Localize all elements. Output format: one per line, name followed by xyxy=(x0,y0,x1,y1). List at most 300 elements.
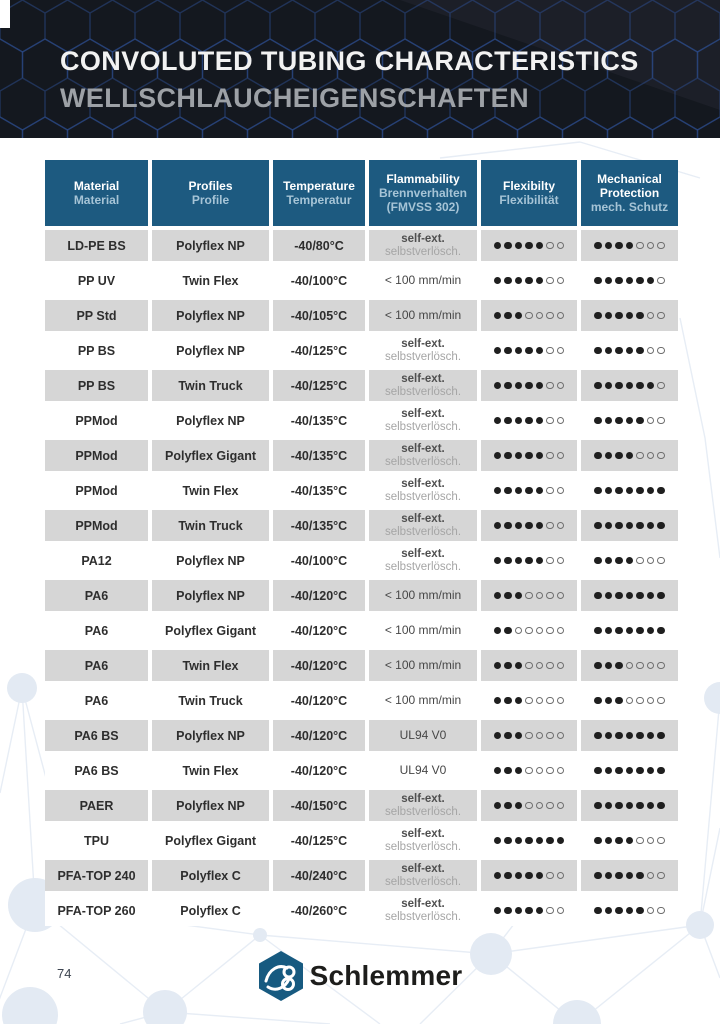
page-body xyxy=(0,138,720,1024)
rating-dot xyxy=(525,417,533,425)
rating-dot xyxy=(546,627,554,635)
table-row xyxy=(45,440,678,471)
rating-dot xyxy=(594,382,602,390)
rating-dot xyxy=(536,697,544,705)
rating-dot xyxy=(636,872,644,880)
table-row xyxy=(45,580,678,611)
rating-dot xyxy=(647,592,655,600)
rating-dot xyxy=(647,557,655,565)
rating-dot xyxy=(615,382,623,390)
flexibility-rating xyxy=(481,860,577,891)
rating-dot xyxy=(557,312,565,320)
profile-cell: Twin Truck xyxy=(152,510,269,541)
rating-dot xyxy=(657,767,665,775)
rating-dot xyxy=(515,312,523,320)
rating-dot xyxy=(515,277,523,285)
flexibility-rating xyxy=(481,475,577,506)
rating-dot xyxy=(605,487,613,495)
profile-cell: Polyflex NP xyxy=(152,300,269,331)
rating-dot xyxy=(546,907,554,915)
flexibility-rating xyxy=(481,615,577,646)
material-cell: PP Std xyxy=(45,300,148,331)
rating-dot xyxy=(546,697,554,705)
rating-dot xyxy=(615,487,623,495)
profile-cell: Polyflex NP xyxy=(152,580,269,611)
rating-dot xyxy=(515,452,523,460)
rating-dot xyxy=(647,697,655,705)
rating-dot xyxy=(504,417,512,425)
flexibility-rating xyxy=(481,825,577,856)
rating-dot xyxy=(494,767,502,775)
rating-dot xyxy=(647,487,655,495)
rating-dot xyxy=(657,382,665,390)
rating-dot xyxy=(647,417,655,425)
rating-dot xyxy=(636,697,644,705)
rating-dot xyxy=(657,487,665,495)
table-row xyxy=(45,230,678,261)
rating-dot xyxy=(546,312,554,320)
flammability-value: self-ext. xyxy=(401,337,445,350)
rating-dot xyxy=(504,347,512,355)
material-cell: PA6 BS xyxy=(45,755,148,786)
rating-dot xyxy=(605,382,613,390)
rating-dot xyxy=(657,592,665,600)
rating-dot xyxy=(657,907,665,915)
rating-dot xyxy=(615,627,623,635)
profile-cell: Polyflex C xyxy=(152,860,269,891)
rating-dot xyxy=(626,732,634,740)
flexibility-rating xyxy=(481,580,577,611)
temperature-cell: -40/125°C xyxy=(273,370,365,401)
rating-dot xyxy=(557,837,565,845)
profile-cell: Polyflex NP xyxy=(152,790,269,821)
flammability-value: < 100 mm/min xyxy=(384,623,462,637)
rating-dot xyxy=(525,837,533,845)
rating-dot xyxy=(594,732,602,740)
rating-dot xyxy=(647,767,655,775)
schlemmer-logo-icon xyxy=(258,950,304,1002)
rating-dot xyxy=(525,802,533,810)
rating-dot xyxy=(536,277,544,285)
header-label-de: Brennverhalten xyxy=(378,186,468,200)
rating-dot xyxy=(605,662,613,670)
mechanical-protection-rating xyxy=(581,510,678,541)
rating-dot xyxy=(557,242,565,250)
rating-dot xyxy=(605,697,613,705)
rating-dot xyxy=(636,417,644,425)
rating-dot xyxy=(605,732,613,740)
rating-dot xyxy=(546,347,554,355)
rating-dot xyxy=(615,802,623,810)
flammability-value-de: selbstverlösch. xyxy=(384,910,462,923)
rating-dot xyxy=(515,417,523,425)
rating-dot xyxy=(494,907,502,915)
rating-dot xyxy=(515,697,523,705)
flammability-value-de: selbstverlösch. xyxy=(384,490,462,503)
temperature-cell: -40/125°C xyxy=(273,825,365,856)
rating-dot xyxy=(525,627,533,635)
rating-dot xyxy=(557,487,565,495)
flammability-value: < 100 mm/min xyxy=(384,658,462,672)
rating-dot xyxy=(615,277,623,285)
flexibility-rating xyxy=(481,335,577,366)
flammability-value-de: selbstverlösch. xyxy=(384,805,462,818)
flammability-cell xyxy=(369,685,477,716)
flexibility-rating xyxy=(481,405,577,436)
rating-dot xyxy=(504,487,512,495)
rating-dot xyxy=(515,662,523,670)
rating-dot xyxy=(594,627,602,635)
rating-dot xyxy=(605,837,613,845)
rating-dot xyxy=(594,242,602,250)
rating-dot xyxy=(494,802,502,810)
rating-dot xyxy=(615,872,623,880)
rating-dot xyxy=(657,732,665,740)
table-row xyxy=(45,895,678,926)
flammability-cell xyxy=(369,580,477,611)
rating-dot xyxy=(546,802,554,810)
rating-dot xyxy=(647,627,655,635)
rating-dot xyxy=(626,382,634,390)
flammability-value-de: selbstverlösch. xyxy=(384,350,462,363)
rating-dot xyxy=(515,627,523,635)
table-row xyxy=(45,790,678,821)
rating-dot xyxy=(615,662,623,670)
rating-dot xyxy=(546,557,554,565)
rating-dot xyxy=(504,837,512,845)
rating-dot xyxy=(515,872,523,880)
flexibility-rating xyxy=(481,755,577,786)
material-cell: PA6 xyxy=(45,580,148,611)
rating-dot xyxy=(636,592,644,600)
rating-dot xyxy=(647,277,655,285)
table-row xyxy=(45,405,678,436)
rating-dot xyxy=(605,907,613,915)
material-cell: PPMod xyxy=(45,475,148,506)
rating-dot xyxy=(546,872,554,880)
rating-dot xyxy=(504,802,512,810)
rating-dot xyxy=(594,277,602,285)
rating-dot xyxy=(557,802,565,810)
rating-dot xyxy=(647,907,655,915)
rating-dot xyxy=(626,277,634,285)
rating-dot xyxy=(636,837,644,845)
rating-dot xyxy=(494,697,502,705)
rating-dot xyxy=(626,662,634,670)
rating-dot xyxy=(557,277,565,285)
rating-dot xyxy=(647,312,655,320)
flammability-value: self-ext. xyxy=(401,407,445,420)
rating-dot xyxy=(605,242,613,250)
profile-cell: Polyflex NP xyxy=(152,405,269,436)
flammability-cell xyxy=(369,615,477,646)
rating-dot xyxy=(525,382,533,390)
header-label-de: Profile xyxy=(191,193,230,207)
rating-dot xyxy=(546,417,554,425)
temperature-cell: -40/120°C xyxy=(273,580,365,611)
material-cell: PFA-TOP 260 xyxy=(45,895,148,926)
rating-dot xyxy=(605,347,613,355)
rating-dot xyxy=(657,452,665,460)
temperature-cell: -40/240°C xyxy=(273,860,365,891)
rating-dot xyxy=(557,592,565,600)
header-label-en: Mechanical Protection xyxy=(597,172,662,200)
rating-dot xyxy=(557,452,565,460)
rating-dot xyxy=(515,767,523,775)
rating-dot xyxy=(657,312,665,320)
rating-dot xyxy=(494,837,502,845)
table-row xyxy=(45,825,678,856)
rating-dot xyxy=(594,557,602,565)
profile-cell: Polyflex Gigant xyxy=(152,440,269,471)
mechanical-protection-rating xyxy=(581,230,678,261)
rating-dot xyxy=(525,872,533,880)
temperature-cell: -40/100°C xyxy=(273,545,365,576)
mechanical-protection-rating xyxy=(581,475,678,506)
header-label-de: mech. Schutz xyxy=(590,200,669,214)
flexibility-rating xyxy=(481,545,577,576)
flammability-cell xyxy=(369,860,477,891)
mechanical-protection-rating xyxy=(581,790,678,821)
material-cell: PA6 xyxy=(45,685,148,716)
flexibility-rating xyxy=(481,440,577,471)
rating-dot xyxy=(594,347,602,355)
rating-dot xyxy=(626,487,634,495)
temperature-cell: -40/120°C xyxy=(273,685,365,716)
rating-dot xyxy=(515,732,523,740)
rating-dot xyxy=(525,662,533,670)
header-cell-flexibility xyxy=(481,160,577,226)
profile-cell: Twin Flex xyxy=(152,475,269,506)
rating-dot xyxy=(494,312,502,320)
rating-dot xyxy=(515,242,523,250)
rating-dot xyxy=(504,557,512,565)
rating-dot xyxy=(647,872,655,880)
rating-dot xyxy=(636,732,644,740)
rating-dot xyxy=(546,487,554,495)
profile-cell: Twin Flex xyxy=(152,265,269,296)
rating-dot xyxy=(546,662,554,670)
flammability-cell xyxy=(369,440,477,471)
rating-dot xyxy=(536,522,544,530)
rating-dot xyxy=(504,697,512,705)
mechanical-protection-rating xyxy=(581,860,678,891)
mechanical-protection-rating xyxy=(581,720,678,751)
rating-dot xyxy=(515,347,523,355)
rating-dot xyxy=(594,312,602,320)
rating-dot xyxy=(605,627,613,635)
table-row xyxy=(45,265,678,296)
rating-dot xyxy=(557,732,565,740)
flammability-value: < 100 mm/min xyxy=(384,308,462,322)
rating-dot xyxy=(636,382,644,390)
material-cell: PPMod xyxy=(45,405,148,436)
rating-dot xyxy=(594,452,602,460)
rating-dot xyxy=(536,802,544,810)
rating-dot xyxy=(546,767,554,775)
mechanical-protection-rating xyxy=(581,755,678,786)
rating-dot xyxy=(536,557,544,565)
rating-dot xyxy=(557,557,565,565)
rating-dot xyxy=(504,452,512,460)
rating-dot xyxy=(525,522,533,530)
rating-dot xyxy=(557,697,565,705)
profile-cell: Twin Truck xyxy=(152,685,269,716)
rating-dot xyxy=(657,662,665,670)
rating-dot xyxy=(626,872,634,880)
rating-dot xyxy=(657,872,665,880)
rating-dot xyxy=(615,452,623,460)
rating-dot xyxy=(525,487,533,495)
material-cell: TPU xyxy=(45,825,148,856)
flammability-cell xyxy=(369,230,477,261)
rating-dot xyxy=(504,662,512,670)
rating-dot xyxy=(636,487,644,495)
rating-dot xyxy=(636,907,644,915)
rating-dot xyxy=(594,907,602,915)
rating-dot xyxy=(494,557,502,565)
temperature-cell: -40/120°C xyxy=(273,650,365,681)
rating-dot xyxy=(557,627,565,635)
rating-dot xyxy=(626,697,634,705)
flammability-cell xyxy=(369,300,477,331)
flexibility-rating xyxy=(481,230,577,261)
rating-dot xyxy=(636,802,644,810)
rating-dot xyxy=(605,417,613,425)
schlemmer-logo-text: Schlemmer xyxy=(309,960,463,991)
flammability-cell xyxy=(369,790,477,821)
rating-dot xyxy=(504,592,512,600)
rating-dot xyxy=(647,837,655,845)
rating-dot xyxy=(615,837,623,845)
temperature-cell: -40/150°C xyxy=(273,790,365,821)
page-banner xyxy=(0,0,720,138)
rating-dot xyxy=(594,837,602,845)
rating-dot xyxy=(605,522,613,530)
rating-dot xyxy=(626,907,634,915)
flammability-value-de: selbstverlösch. xyxy=(384,245,462,258)
flammability-cell xyxy=(369,825,477,856)
flammability-value: UL94 V0 xyxy=(399,763,447,777)
table-row xyxy=(45,650,678,681)
rating-dot xyxy=(626,837,634,845)
page-titles xyxy=(60,46,639,114)
flammability-value: self-ext. xyxy=(401,827,445,840)
header-cell-profiles xyxy=(152,160,269,226)
flexibility-rating xyxy=(481,300,577,331)
flammability-cell xyxy=(369,720,477,751)
table-row xyxy=(45,685,678,716)
table-row xyxy=(45,615,678,646)
rating-dot xyxy=(657,522,665,530)
header-label-en: Flammability xyxy=(386,172,460,186)
schlemmer-logo xyxy=(0,950,720,1002)
header-label-en: Flexibilty xyxy=(502,179,555,193)
rating-dot xyxy=(605,312,613,320)
flammability-cell xyxy=(369,545,477,576)
rating-dot xyxy=(515,487,523,495)
rating-dot xyxy=(615,347,623,355)
rating-dot xyxy=(636,522,644,530)
profile-cell: Twin Flex xyxy=(152,650,269,681)
mechanical-protection-rating xyxy=(581,615,678,646)
rating-dot xyxy=(494,732,502,740)
rating-dot xyxy=(615,312,623,320)
flammability-value: self-ext. xyxy=(401,547,445,560)
rating-dot xyxy=(536,487,544,495)
flexibility-rating xyxy=(481,720,577,751)
rating-dot xyxy=(536,907,544,915)
material-cell: PA6 xyxy=(45,650,148,681)
material-cell: PFA-TOP 240 xyxy=(45,860,148,891)
rating-dot xyxy=(557,767,565,775)
rating-dot xyxy=(657,277,665,285)
rating-dot xyxy=(605,767,613,775)
page-subtitle: WELLSCHLAUCHEIGENSCHAFTEN xyxy=(60,83,529,113)
rating-dot xyxy=(626,242,634,250)
rating-dot xyxy=(525,732,533,740)
rating-dot xyxy=(657,347,665,355)
rating-dot xyxy=(515,907,523,915)
material-cell: LD-PE BS xyxy=(45,230,148,261)
rating-dot xyxy=(515,837,523,845)
rating-dot xyxy=(504,522,512,530)
rating-dot xyxy=(515,592,523,600)
rating-dot xyxy=(504,872,512,880)
rating-dot xyxy=(605,872,613,880)
rating-dot xyxy=(494,627,502,635)
rating-dot xyxy=(594,767,602,775)
rating-dot xyxy=(525,312,533,320)
rating-dot xyxy=(536,837,544,845)
flammability-value-de: selbstverlösch. xyxy=(384,385,462,398)
temperature-cell: -40/135°C xyxy=(273,405,365,436)
mechanical-protection-rating xyxy=(581,895,678,926)
rating-dot xyxy=(504,767,512,775)
rating-dot xyxy=(536,767,544,775)
flammability-cell xyxy=(369,510,477,541)
flexibility-rating xyxy=(481,650,577,681)
flammability-value: self-ext. xyxy=(401,442,445,455)
rating-dot xyxy=(546,837,554,845)
rating-dot xyxy=(536,347,544,355)
rating-dot xyxy=(494,382,502,390)
flammability-value-de: selbstverlösch. xyxy=(384,420,462,433)
rating-dot xyxy=(536,382,544,390)
header-cell-mechanical-protection xyxy=(581,160,678,226)
rating-dot xyxy=(605,277,613,285)
rating-dot xyxy=(494,277,502,285)
rating-dot xyxy=(546,242,554,250)
rating-dot xyxy=(536,242,544,250)
rating-dot xyxy=(594,662,602,670)
rating-dot xyxy=(546,592,554,600)
table-row xyxy=(45,545,678,576)
material-cell: PPMod xyxy=(45,440,148,471)
rating-dot xyxy=(494,452,502,460)
rating-dot xyxy=(557,872,565,880)
rating-dot xyxy=(605,452,613,460)
profile-cell: Polyflex Gigant xyxy=(152,615,269,646)
rating-dot xyxy=(494,417,502,425)
material-cell: PP BS xyxy=(45,335,148,366)
flammability-value: self-ext. xyxy=(401,897,445,910)
rating-dot xyxy=(605,557,613,565)
flammability-value-de: selbstverlösch. xyxy=(384,455,462,468)
corner-notch-decoration xyxy=(0,0,10,28)
rating-dot xyxy=(515,802,523,810)
rating-dot xyxy=(594,872,602,880)
